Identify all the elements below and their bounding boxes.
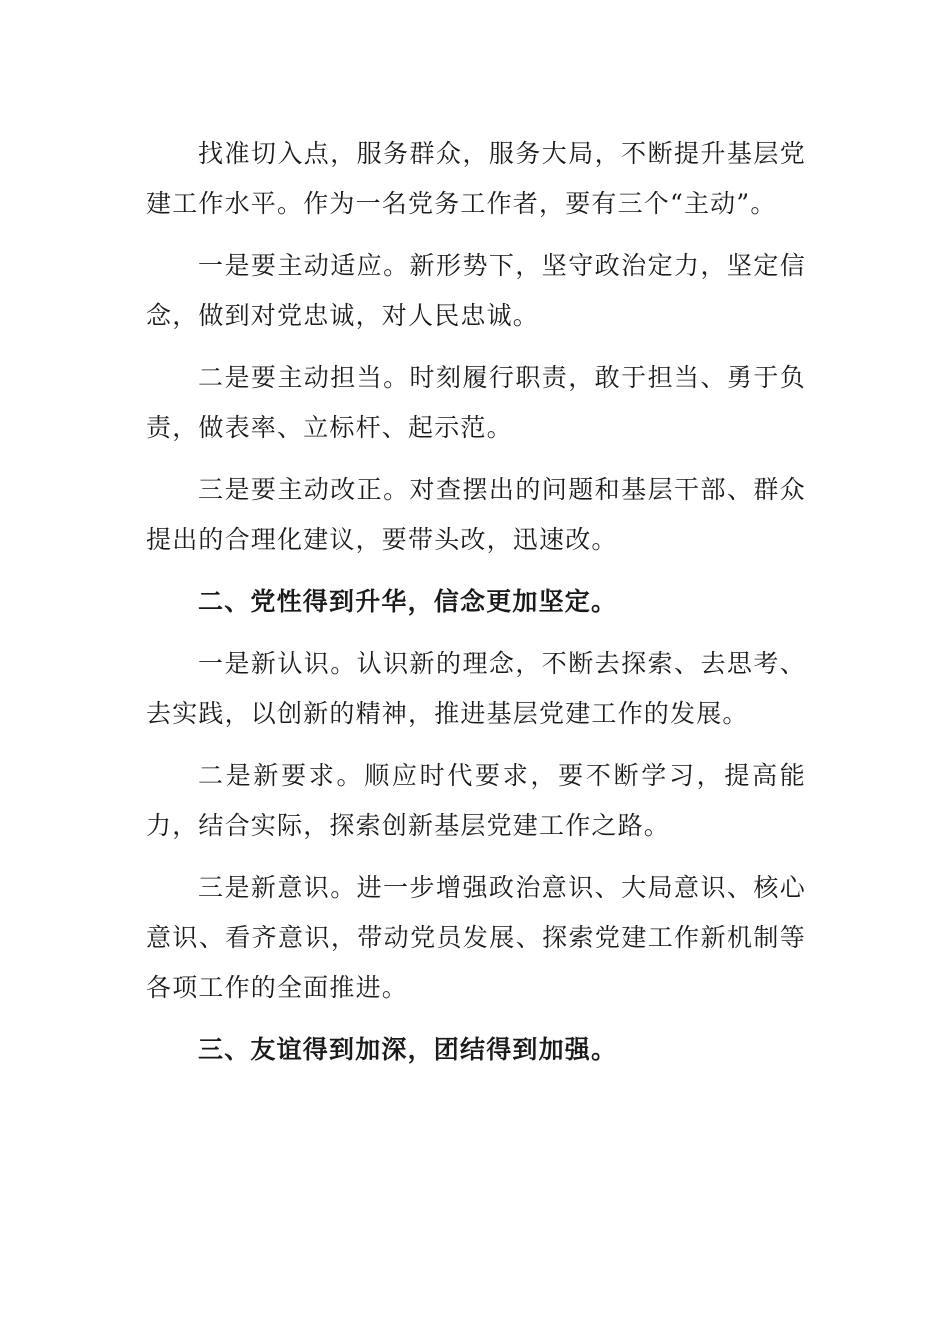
section-heading-2: 二、党性得到升华，信念更加坚定。 [198,587,618,616]
paragraph-new-requirements: 二是新要求。顺应时代要求，要不断学习，提高能力，结合实际，探索创新基层党建工作之路。 [146,761,806,840]
section-heading-3: 三、友谊得到加深，团结得到加强。 [198,1035,618,1064]
paragraph-intro: 找准切入点，服务群众，服务大局，不断提升基层党建工作水平。作为一名党务工作者，要有三个“主动”。 [146,139,806,218]
paragraph-responsibility: 二是要主动担当。时刻履行职责，敢于担当、勇于负责，做表率、立标杆、起示范。 [146,363,806,442]
paragraph-new-awareness: 三是新意识。进一步增强政治意识、大局意识、核心意识、看齐意识，带动党员发展、探索党建工作新机制等各项工作的全面推进。 [146,873,806,1002]
paragraph-new-understanding: 一是新认识。认识新的理念，不断去探索、去思考、去实践，以创新的精神，推进基层党建工作的发展。 [146,649,806,728]
paragraph-correction: 三是要主动改正。对查摆出的问题和基层干部、群众提出的合理化建议，要带头改，迅速改。 [146,475,806,554]
document-body [146,129,806,1087]
paragraph-adapt: 一是要主动适应。新形势下，坚守政治定力，坚定信念，做到对党忠诚，对人民忠诚。 [146,251,806,330]
